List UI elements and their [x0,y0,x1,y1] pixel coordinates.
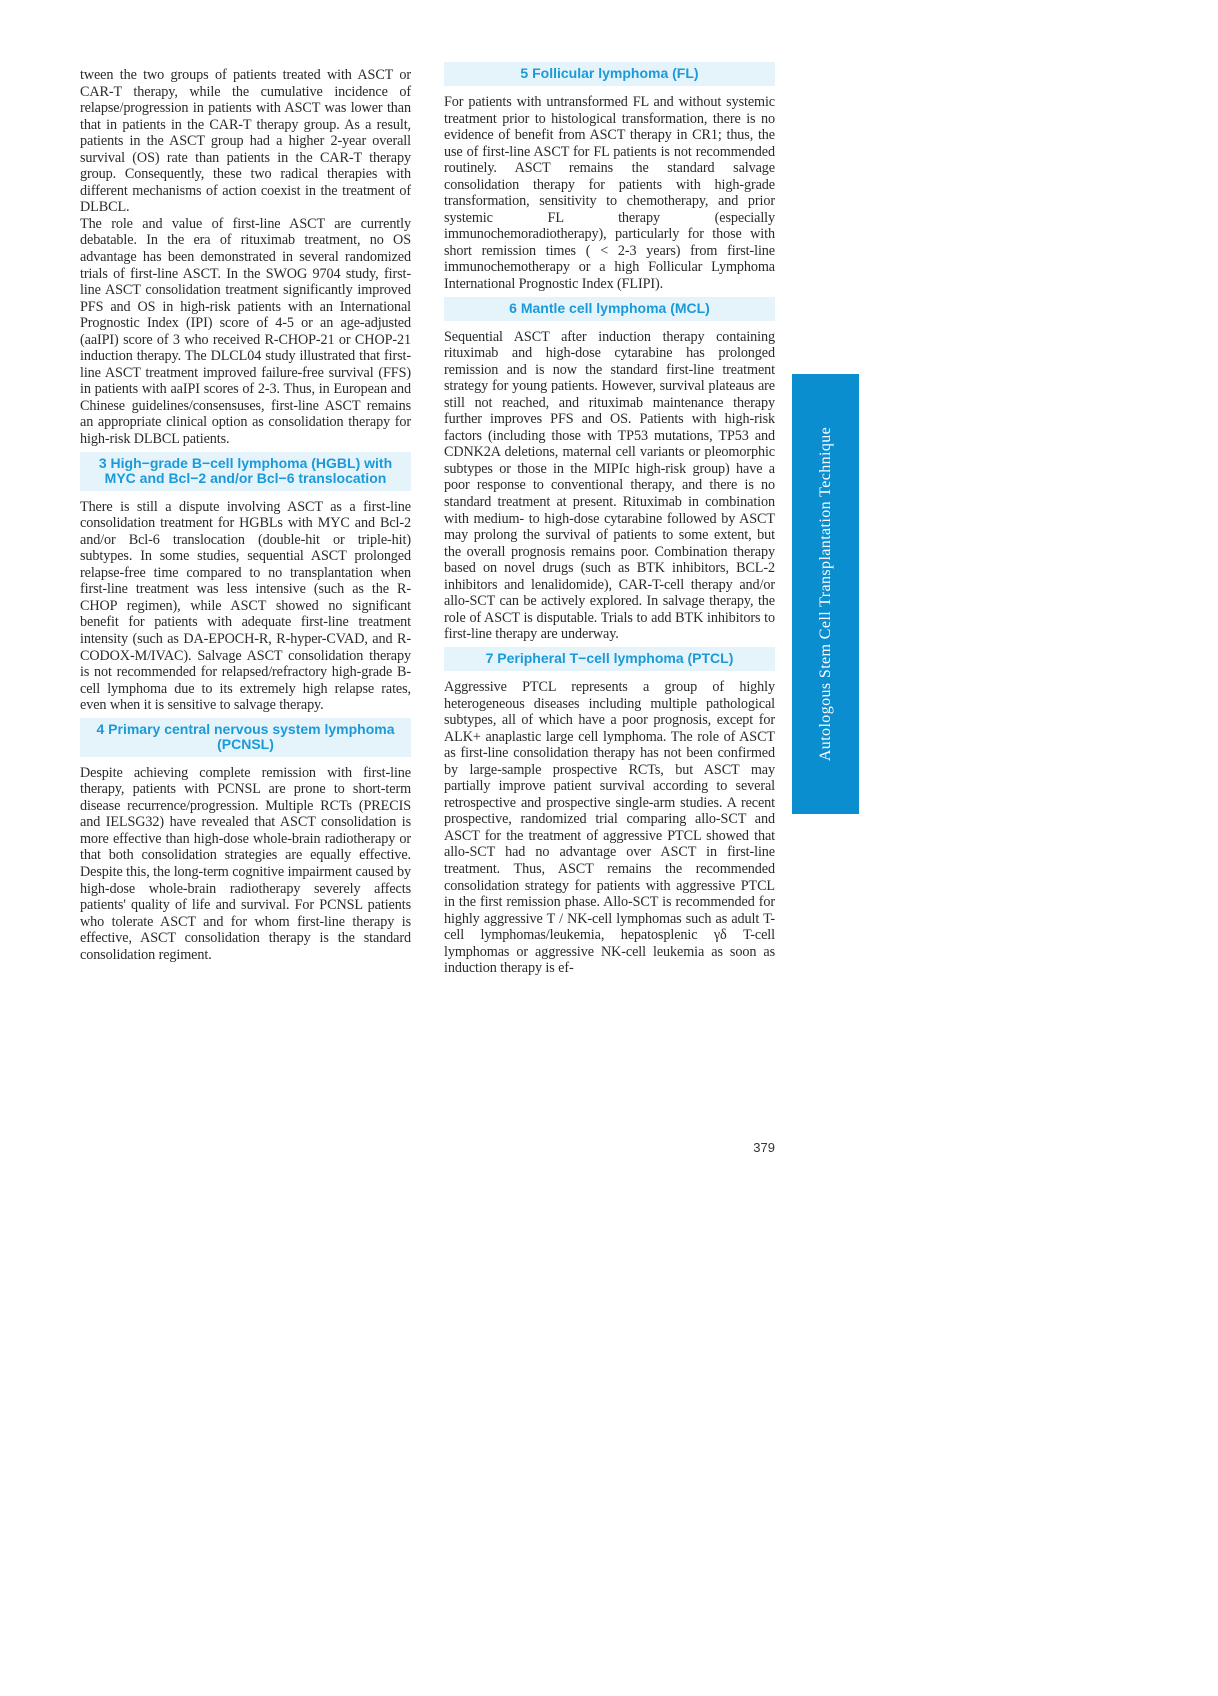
chapter-title: Autologous Stem Cell Transplantation Technique [816,426,834,762]
body-paragraph: There is still a dispute involving ASCT as a first-line consolidation treatment for HGBLs with MYC and Bcl-2 and/or Bcl-6 translocation (double-hit or triple-hit) subtypes. In some studies, sequential ASCT prolonged relapse-free time compared to no transplantation when first-line treatment was less intensive (such as the R-CHOP regimen), while ASCT showed no significant benefit for patients with adequate first-line treatment intensity (such as DA-EPOCH-R, R-hyper-CVAD, and R-CODOX-M/IVAC). Salvage ASCT consolidation therapy is not recommended for relapsed/refractory high-grade B-cell lymphoma due to its extremely high relapse rates, even when it is sensitive to salvage therapy. [80,498,411,714]
left-column [80,67,411,963]
section-heading-pcnsl: 4 Primary central nervous system lymphoma (PCNSL) [80,718,411,757]
right-column [444,67,775,977]
body-paragraph: Aggressive PTCL represents a group of highly heterogeneous diseases including multiple pathological subtypes, all of which have a poor prognosis, except for ALK+ anaplastic large cell lymphoma. The role of ASCT as first-line consolidation therapy has not been confirmed by large-sample prospective RCTs, but ASCT may partially improve patient survival according to several retrospective and prospective single-arm studies. A recent prospective, randomized trial comparing allo-SCT and ASCT for the treatment of aggressive PTCL showed that allo-SCT had no advantage over ASCT in first-line treatment. Thus, ASCT remains the recommended consolidation strategy for patients with aggressive PTCL in the first remission phase. Allo-SCT is recommended for highly aggressive T / NK-cell lymphomas such as adult T-cell lymphomas/leukemia, hepatosplenic γδ T-cell lymphomas or aggressive NK-cell leukemia as soon as induction therapy is ef- [444,678,775,977]
section-heading-ptcl: 7 Peripheral T−cell lymphoma (PTCL) [444,647,775,671]
page-number: 379 [753,1140,775,1155]
body-paragraph: Despite achieving complete remission with first-line therapy, patients with PCNSL are prone to short-term disease recurrence/progression. Multiple RCTs (PRECIS and IELSG32) have revealed that ASCT consolidation is more effective than high-dose whole-brain radiotherapy or that both consolidation strategies are equally effective. Despite this, the long-term cognitive impairment caused by high-dose whole-brain radiotherapy severely affects patients' quality of life and survival. For PCNSL patients who tolerate ASCT and for whom first-line therapy is effective, ASCT consolidation therapy is the standard consolidation regiment. [80,764,411,963]
body-paragraph: tween the two groups of patients treated with ASCT or CAR-T therapy, while the cumulative incidence of relapse/progression in patients with ASCT was lower than that in patients in the CAR-T therapy group. As a result, patients in the ASCT group had a higher 2-year overall survival (OS) rate than patients in the CAR-T therapy group. Consequently, these two radical therapies with different mechanisms of action coexist in the treatment of DLBCL. [80,67,411,216]
body-paragraph: The role and value of first-line ASCT are currently debatable. In the era of rituximab treatment, no OS advantage has been demonstrated in several randomized trials of first-line ASCT. In the SWOG 9704 study, first-line ASCT consolidation treatment significantly improved PFS and OS in high-risk patients with an International Prognostic Index (IPI) score of 4-5 or an age-adjusted (aaIPI) score of 3 who received R-CHOP-21 or CHOP-21 induction therapy. The DLCL04 study illustrated that first-line ASCT treatment improved failure-free survival (FFS) in patients with aaIPI scores of 2-3. Thus, in European and Chinese guidelines/consensuses, first-line ASCT remains an appropriate clinical option as consolidation therapy for high-risk DLBCL patients. [80,215,411,448]
section-heading-mcl: 6 Mantle cell lymphoma (MCL) [444,297,775,321]
body-paragraph: For patients with untransformed FL and without systemic treatment prior to histological transformation, there is no evidence of benefit from ASCT therapy in CR1; thus, the use of first-line ASCT for FL patients is not recommended routinely. ASCT remains the standard salvage consolidation therapy for patients with high-grade transformation, sensitivity to chemotherapy, and prior systemic FL therapy (especially immunochemoradiotherapy), particularly for those with short remission times ( < 2-3 years) from first-line immunochemotherapy or a high Follicular Lymphoma International Prognostic Index (FLIPI). [444,94,775,293]
section-heading-hgbl: 3 High−grade B−cell lymphoma (HGBL) with MYC and Bcl−2 and/or Bcl−6 translocation [80,452,411,491]
section-heading-fl: 5 Follicular lymphoma (FL) [444,62,775,86]
chapter-side-tab [792,374,859,814]
body-paragraph: Sequential ASCT after induction therapy containing rituximab and high-dose cytarabine has prolonged remission and is now the standard first-line treatment strategy for young patients. However, survival plateaus are still not reached, and rituximab maintenance therapy further improves PFS and OS. Patients with high-risk factors (including those with TP53 mutations, TP53 and CDNK2A deletions, maternal cell variants or pleomorphic subtypes or those in the MIPIc high-risk group) have a poor response to conventional therapy, and there is no standard treatment at present. Rituximab in combination with medium- to high-dose cytarabine followed by ASCT may prolong the survival of patients to some extent, but the overall prognosis remains poor. Combination therapy based on novel drugs (such as BTK inhibitors, BCL-2 inhibitors and lenalidomide), CAR-T-cell therapy and/or allo-SCT can be actively explored. In salvage therapy, the role of ASCT is disputable. Trials to add BTK inhibitors to first-line therapy are underway. [444,328,775,643]
